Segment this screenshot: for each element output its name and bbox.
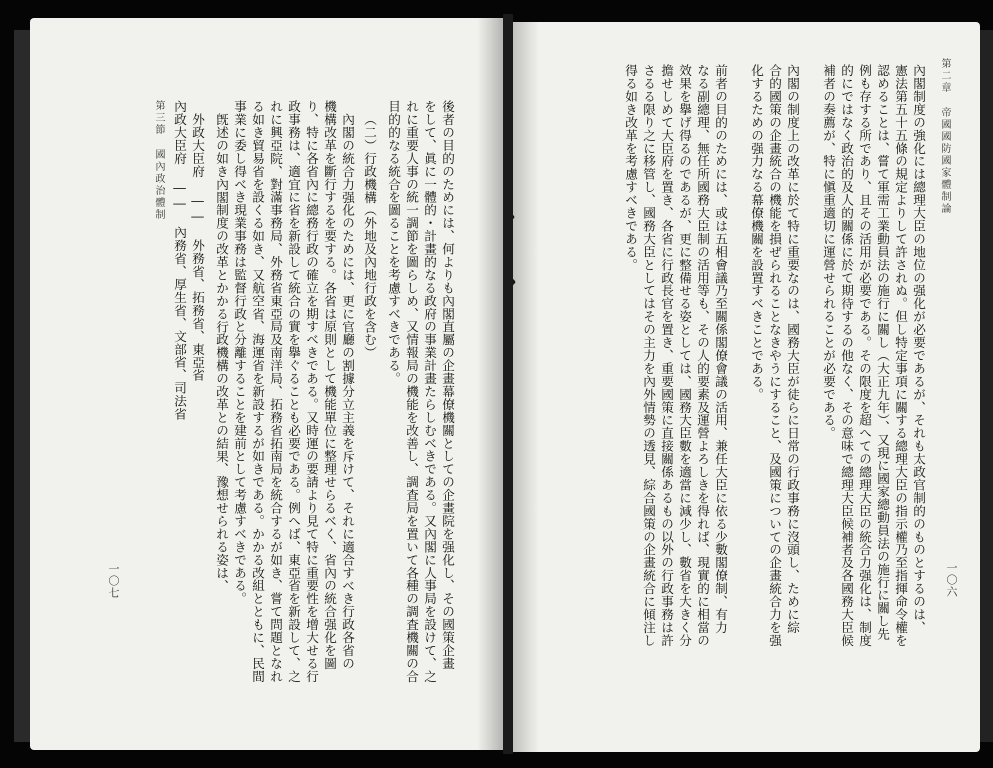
book-edge-left — [14, 30, 30, 742]
running-head: 第二章 帝國國防國家體制論 — [939, 58, 950, 215]
running-head: 第三節 國內政治體制 — [153, 100, 164, 221]
text-column: 化するための强力なる幕僚機關を設置すべきことである。 — [749, 64, 764, 401]
text-column: 得る如き改革を考慮すべきである。 — [623, 64, 638, 272]
text-column: 內閣の制度上の改革に於て特に重要なのは、國務大臣が徒らに日常の行政事務に沒頭し、ために綜 — [785, 64, 800, 634]
text-column: 憲法第五十五條の規定よりして許されぬ。但し特定事項に關する總理大臣の指示權乃至指揮命令權を — [893, 64, 908, 647]
text-column: 補者の奏薦が、特に愼重適切に運營せられることが必要である。 — [821, 64, 836, 440]
book-gutter — [503, 14, 513, 754]
text-column: 旣述の如き內閣制度の改革とかかる行政機構の改革との結果、豫想せられる姿は、 — [214, 113, 229, 593]
book-edge-right — [980, 30, 993, 742]
text-column: 內閣制度の強化には總理大臣の地位の强化が必要であるが、それも太政官制的のものとするのは、 — [911, 64, 926, 634]
text-column: 效果を擧げ得るのであるが、更に整備せる姿としては、國務大臣數を適當に減少し、數省を大きく分 — [677, 64, 692, 647]
text-column: なる副總理、無任所國務大臣制の活用等も、その人的要素及運營よろしきを得れば、現實的に相當の — [695, 64, 710, 647]
left-page — [30, 18, 503, 750]
text-column: 認めることは、嘗て軍需工業動員法の施行に關し（大正九年）、又現に國家總動員法の施行に關し先 — [875, 64, 890, 641]
text-column: 目的的なる統合を圖ることを考慮すべきである。 — [386, 100, 401, 385]
text-column: 機構改革を斷行するを要する。各省は原則として機能單位に整理せらるべく、省內の統合强化を圖 — [322, 100, 337, 670]
gutter-shadow — [513, 22, 539, 752]
text-column: 後者の目的のためには、何よりも內閣直屬の企畫幕僚機關としての企畫院を强化し、その國策企畫 — [440, 100, 455, 670]
text-column: れに重要人事の統一調節を圖らしめ、又情報局の機能を改善し、調査局を置いて各種の調査機關の合 — [404, 100, 419, 683]
text-column: れに興亞院、對滿事務局、外務省東亞局及南洋局、拓務省拓南局を統合するが如き、嘗て問題となれ — [268, 100, 283, 683]
text-column: 政事務は、適宜に省を新設して統合の實を擧ぐることも必要である。例へば、東亞省を新設して、之 — [286, 100, 301, 683]
text-column: 合的國策の企畫統合の機能を損ぜられることなきやうにすること、及國策についての企畫統合力を强 — [767, 64, 782, 647]
section-heading: （二）行政機構（外地及內地行政を含む） — [362, 113, 377, 360]
text-column: をして、眞に一體的・計畫的なる政府の事業計畫たらしむべきである。又內閣に人事局を設けて、之 — [422, 100, 437, 683]
text-column: 外政大臣府 ―― 外務省、拓務省、東亞省 — [190, 113, 205, 382]
text-column: 前者の目的のためには、或は五相會議乃至關係閣僚會議の活用、兼任大臣に依る少數閣僚制、有力 — [713, 64, 728, 634]
text-column: る如き貿易省を設くる如き、又航空省、海運省を新設するが如きである。かかる改組とともに、民間 — [250, 100, 265, 683]
text-column: 內閣の統合力强化のためには、更に官廳の割據分立主義を斥けて、それに適合すべき行政各省の — [340, 113, 355, 670]
page-number: 一〇七 — [107, 563, 120, 599]
page-number: 一〇六 — [945, 562, 958, 598]
text-column: 例も存する所であり、且その活用が必要である。その限度を超へての總理大臣の統合力强化は、制度 — [857, 64, 872, 647]
text-column: さるる限り之に移管し、國務大臣としてはその主力を內外情勢の透見、綜合國策の企畫統合に傾注し — [641, 64, 656, 647]
gutter-shadow — [477, 18, 503, 750]
right-page — [513, 22, 980, 752]
text-column: 事業に委し得べき現業事務は監督行政と分離することを建前として考慮すべきである。 — [232, 100, 247, 606]
text-column: 擔せしめて大臣府を置き、各省に行政長官を置き、重要國策に直接關係あるもの以外の行政事務は許 — [659, 64, 674, 647]
text-column: 的にではなく政治的及人的關係に於て期待するの他なく、その意味で總理大臣候補者及各國務大臣候 — [839, 64, 854, 647]
text-column: り、特に各省內に總務行政の確立を期すべきである。又時運の要請より見て特に重要性を增大せる行 — [304, 100, 319, 683]
text-column: 內政大臣府 ―― 內務省、厚生省、文部省、司法省 — [172, 100, 187, 421]
